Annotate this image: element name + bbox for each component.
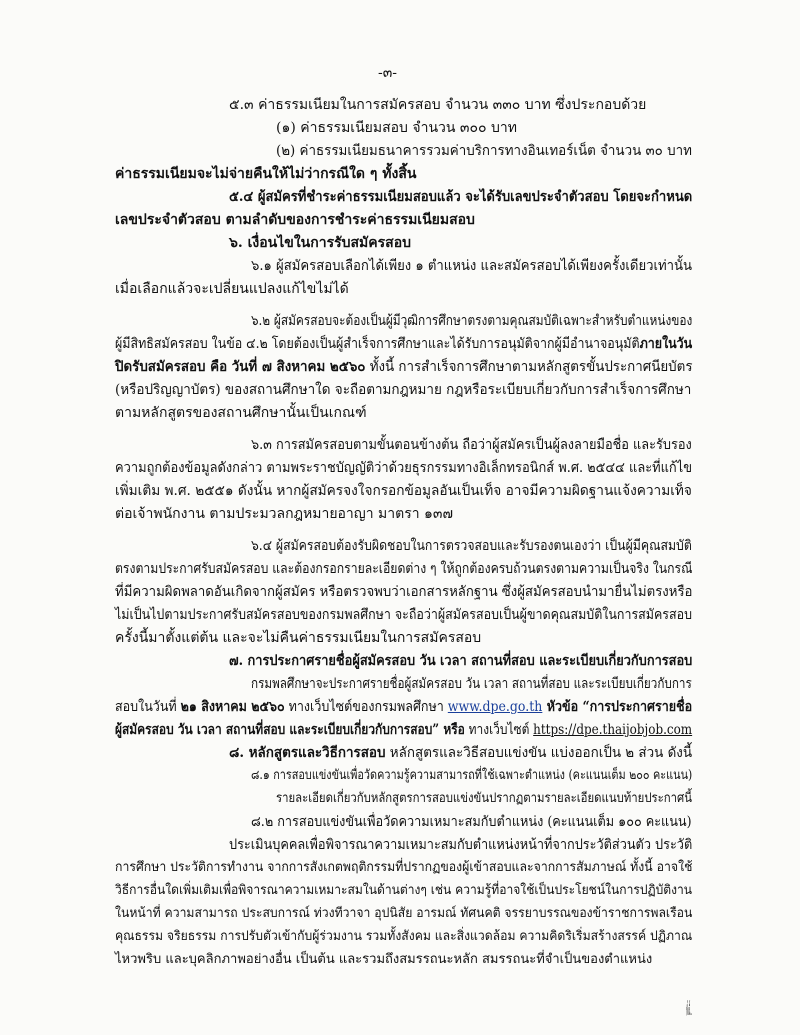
s81-detail: รายละเอียดเกี่ยวกับหลักสูตรการสอบแข่งขันปรากฏตามรายละเอียดแนบท้ายประกาศนี้ xyxy=(276,791,692,806)
s63-line4: ต่อเจ้าพนักงาน ตามประมวลกฎหมายอาญา มาตรา ๑๓๗ xyxy=(115,506,454,522)
s62-line5: ตามหลักสูตรของสถานศึกษานั้นเป็นเกณฑ์ xyxy=(115,405,367,421)
s82-line5: คุณธรรม จริยธรรม การปรับตัวเข้ากับผู้ร่วมงาน รวมทั้งสังคม และสิ่งแวดล้อม ความคิดริเริ่มสร้างสรรค์ ปฏิภาณ xyxy=(115,929,693,944)
s62-line2 xyxy=(115,335,692,353)
dpe-website-link[interactable]: www.dpe.go.th xyxy=(447,699,543,715)
page-number: -๓- xyxy=(378,65,398,81)
s7-heading: ๗. การประกาศรายชื่อผู้สมัครสอบ วัน เวลา สถานที่สอบ และระเบียบเกี่ยวกับการสอบ xyxy=(229,653,693,669)
s62-line2-bold: ภายในวัน xyxy=(639,336,693,352)
fee-nonrefund-note: ค่าธรรมเนียมจะไม่จ่ายคืนให้ไม่ว่ากรณีใด ๆ ทั้งสิ้น xyxy=(115,166,417,182)
s62-line2-text: ผู้มีสิทธิสมัครสอบ ในข้อ ๔.๒ โดยต้องเป็นผู้สำเร็จการศึกษาและได้รับการอนุมัติจากผู้มีอำนาจอนุมัติ xyxy=(115,336,640,352)
fee-item-exam: (๑) ค่าธรรมเนียมสอบ จำนวน ๓๐๐ บาท xyxy=(276,120,517,136)
s8-heading-bold: ๘. หลักสูตรและวิธีการสอบ xyxy=(229,745,386,761)
s64-line5: ครั้งนี้มาตั้งแต่ต้น และจะไม่คืนค่าธรรมเนียมในการสมัครสอบ xyxy=(115,630,482,646)
s62-line3 xyxy=(115,358,693,376)
s7-line1: กรมพลศึกษาจะประกาศรายชื่อผู้สมัครสอบ วัน เวลา สถานที่สอบ และระเบียบเกี่ยวกับการ xyxy=(251,676,692,692)
s64-line2: ตรงตามประกาศรับสมัครสอบ และต้องกรอกรายละเอียดต่าง ๆ ให้ถูกต้องครบถ้วนตรงตามความเป็นจริง ในกรณี xyxy=(115,561,693,577)
s82-line4: ในหน้าที่ ความสามารถ ประสบการณ์ ท่วงทีวาจา อุปนิสัย อารมณ์ ทัศนคติ จรรยาบรรณของข้าราชการพลเรือน xyxy=(115,906,693,921)
s63-line3: เพิ่มเติม พ.ศ. ๒๕๕๑ ดังนั้น หากผู้สมัครจงใจกรอกข้อมูลอันเป็นเท็จ อาจมีความผิดฐานแจ้งความเท็จ xyxy=(115,483,692,499)
s82-title: ๘.๒ การสอบแข่งขันเพื่อวัดความเหมาะสมกับตำแหน่ง (คะแนนเต็ม ๑๐๐ คะแนน) xyxy=(251,814,692,830)
s81-title: ๘.๑ การสอบแข่งขันเพื่อวัดความรู้ความสามารถที่ใช้เฉพาะตำแหน่ง (คะแนนเต็ม ๒๐๐ คะแนน) xyxy=(251,768,693,783)
s54-line2: เลขประจำตัวสอบ ตามลำดับของการชำระค่าธรรมเนียมสอบ xyxy=(115,212,475,228)
fee-heading: ๕.๓ ค่าธรรมเนียมในการสมัครสอบ จำนวน ๓๓๐ บาท ซึ่งประกอบด้วย xyxy=(229,97,647,113)
s64-line4: ไม่เป็นไปตามประกาศรับสมัครสอบของกรมพลศึกษา จะถือว่าผู้สมัครสอบเป็นผู้ขาดคุณสมบัติในการสมัครสอบ xyxy=(115,607,692,623)
s6-heading: ๖. เงื่อนไขในการรับสมัครสอบ xyxy=(229,235,412,251)
s7-line3-text: ทางเว็บไซต์ xyxy=(464,722,534,738)
s62-line4: (หรือปริญญาบัตร) ของสถานศึกษาใด จะถือตามกฎหมาย กฎหรือระเบียบเกี่ยวกับการสำเร็จการศึกษา xyxy=(115,382,692,398)
s7-line3 xyxy=(115,721,692,739)
continuation-marker: /ทั้งนี้... xyxy=(686,1003,692,1019)
s82-line3: วิธีการอื่นใดเพิ่มเติมเพื่อพิจารณาความเหมาะสมในด้านต่างๆ เช่น ความรู้ที่อาจใช้เป็นประโยชน์ในการปฏิบัติงาน xyxy=(115,883,693,898)
s64-line3: ที่มีความผิดพลาดอันเกิดจากผู้สมัคร หรือตรวจพบว่าเอกสารหลักฐาน ซึ่งผู้สมัครสอบนำมายื่นไม่ตรงหรือ xyxy=(115,584,693,600)
thaijobjob-link[interactable]: https://dpe.thaijobjob.com xyxy=(533,722,693,738)
s8-heading-text: หลักสูตรและวิธีสอบแข่งขัน แบ่งออกเป็น ๒ ส่วน ดังนี้ xyxy=(385,745,693,761)
s7-line2-prefix: สอบในวันที่ xyxy=(115,699,181,715)
s82-line6: ไหวพริบ และบุคลิกภาพอย่างอื่น เป็นต้น และรวมถึงสมรรถนะหลัก สมรรถนะที่จำเป็นของตำแหน่ง xyxy=(115,952,653,967)
s7-line2-text: ทางเว็บไซต์ของกรมพลศึกษา xyxy=(284,699,448,715)
s8-heading xyxy=(229,744,692,762)
s62-line3-text: ทั้งนี้ การสำเร็จการศึกษาตามหลักสูตรขั้นประกาศนียบัตร xyxy=(365,359,693,375)
s7-line2 xyxy=(115,698,692,716)
s7-announce-date: ๒๑ สิงหาคม ๒๕๖๐ xyxy=(180,699,285,715)
s62-close-date: ปิดรับสมัครสอบ คือ วันที่ ๗ สิงหาคม ๒๕๖๐ xyxy=(115,359,366,375)
s63-line2: ความถูกต้องข้อมูลดังกล่าว ตามพระราชบัญญัติว่าด้วยธุรกรรมทางอิเล็กทรอนิกส์ พ.ศ. ๒๕๔๔ และที่แก้ไข xyxy=(115,460,692,476)
s63-line1: ๖.๓ การสมัครสอบตามขั้นตอนข้างต้น ถือว่าผู้สมัครเป็นผู้ลงลายมือชื่อ และรับรอง xyxy=(251,437,692,453)
s82-line2: การศึกษา ประวัติการทำงาน จากการสังเกตพฤติกรรมที่ปรากฏของผู้เข้าสอบและจากการสัมภาษณ์ ทั้งนี้ อาจใช้ xyxy=(115,860,693,875)
s7-topic-title: หัวข้อ “การประกาศรายชื่อ xyxy=(542,699,693,715)
s61-line1: ๖.๑ ผู้สมัครสอบเลือกได้เพียง ๑ ตำแหน่ง และสมัครสอบได้เพียงครั้งเดียวเท่านั้น xyxy=(251,258,693,274)
s62-line1: ๖.๒ ผู้สมัครสอบจะต้องเป็นผู้มีวุฒิการศึกษาตรงตามคุณสมบัติเฉพาะสำหรับตำแหน่งของ xyxy=(251,313,693,329)
s64-line1: ๖.๔ ผู้สมัครสอบต้องรับผิดชอบในการตรวจสอบและรับรองตนเองว่า เป็นผู้มีคุณสมบัติ xyxy=(251,538,692,554)
s61-line2: เมื่อเลือกแล้วจะเปลี่ยนแปลงแก้ไขไม่ได้ xyxy=(115,281,349,297)
s7-topic-title-cont: ผู้สมัครสอบ วัน เวลา สถานที่สอบ และระเบียบเกี่ยวกับการสอบ” หรือ xyxy=(115,722,465,738)
fee-item-bank: (๒) ค่าธรรมเนียมธนาคารรวมค่าบริการทางอินเทอร์เน็ต จำนวน ๓๐ บาท xyxy=(276,143,692,159)
s82-line1: ประเมินบุคคลเพื่อพิจารณาความเหมาะสมกับตำแหน่งหน้าที่จากประวัติส่วนตัว ประวัติ xyxy=(229,837,693,853)
s54-line1: ๕.๔ ผู้สมัครที่ชำระค่าธรรมเนียมสอบแล้ว จะได้รับเลขประจำตัวสอบ โดยจะกำหนด xyxy=(229,189,693,205)
